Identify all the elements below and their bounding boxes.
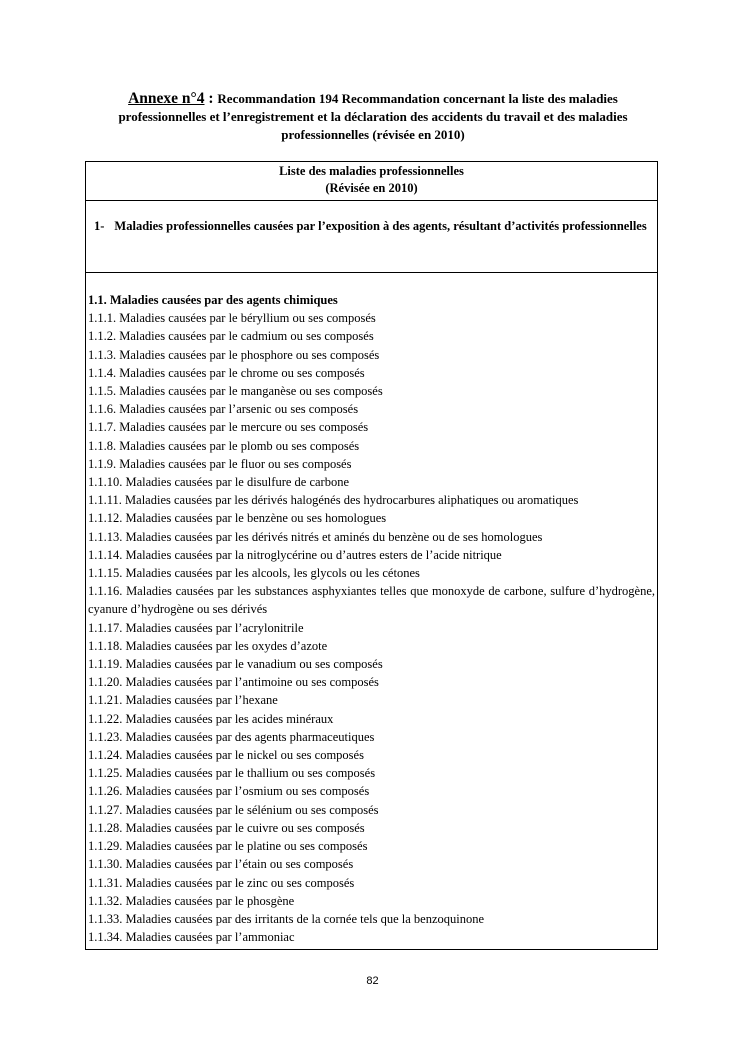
list-item: 1.1.22. Maladies causées par les acides minéraux xyxy=(88,711,334,726)
list-header-box xyxy=(85,161,658,201)
section-title: Maladies professionnelles causées par l’exposition à des agents, résultant d’activités professionnelles xyxy=(114,219,647,233)
list-item: 1.1.31. Maladies causées par le zinc ou ses composés xyxy=(88,875,355,890)
annex-label: Annexe n°4 xyxy=(128,90,205,107)
list-item: 1.1.4. Maladies causées par le chrome ou ses composés xyxy=(88,365,365,380)
list-item: 1.1.29. Maladies causées par le platine ou ses composés xyxy=(88,839,368,854)
list-revision: (Révisée en 2010) xyxy=(325,181,418,195)
list-item: 1.1.20. Maladies causées par l’antimoine ou ses composés xyxy=(88,675,379,690)
list-item: 1.1.8. Maladies causées par le plomb ou ses composés xyxy=(88,438,360,453)
list-item: 1.1.32. Maladies causées par le phosgène xyxy=(88,893,295,908)
section-number: 1- xyxy=(94,219,105,233)
annex-separator: : xyxy=(204,90,218,107)
list-item: 1.1.33. Maladies causées par des irritants de la cornée tels que la benzoquinone xyxy=(88,911,485,926)
list-item: 1.1.7. Maladies causées par le mercure ou ses composés xyxy=(88,420,369,435)
list-item: 1.1.16. Maladies causées par les substances asphyxiantes telles que monoxyde de carbone, sulfure d’hydrogène, cyanure d’hydrogène ou ses dérivés xyxy=(88,584,655,617)
list-item: 1.1.28. Maladies causées par le cuivre ou ses composés xyxy=(88,820,365,835)
list-item: 1.1.30. Maladies causées par l’étain ou ses composés xyxy=(88,857,354,872)
list-item: 1.1.5. Maladies causées par le manganèse ou ses composés xyxy=(88,384,383,399)
list-item: 1.1.9. Maladies causées par le fluor ou ses composés xyxy=(88,456,352,471)
list-item: 1.1.12. Maladies causées par le benzène ou ses homologues xyxy=(88,511,387,526)
list-item: 1.1.19. Maladies causées par le vanadium ou ses composés xyxy=(88,657,383,672)
list-item: 1.1.10. Maladies causées par le disulfure de carbone xyxy=(88,475,350,490)
list-item: 1.1.14. Maladies causées par la nitroglycérine ou d’autres esters de l’acide nitrique xyxy=(88,547,502,562)
annex-heading xyxy=(86,90,660,144)
list-item: 1.1.24. Maladies causées par le nickel ou ses composés xyxy=(88,748,364,763)
list-item: 1.1.17. Maladies causées par l’acrylonitrile xyxy=(88,620,304,635)
list-item: 1.1.18. Maladies causées par les oxydes d’azote xyxy=(88,638,328,653)
list-item: 1.1.3. Maladies causées par le phosphore ou ses composés xyxy=(88,347,380,362)
annex-title: Recommandation 194 Recommandation concernant la liste des maladies professionnelles et l’enregistrement et la déclaration des accidents du travail et des maladies professionnelles (révisée en 2010) xyxy=(118,91,628,142)
list-item: 1.1.23. Maladies causées par des agents pharmaceutiques xyxy=(88,729,375,744)
list-item: 1.1.15. Maladies causées par les alcools, les glycols ou les cétones xyxy=(88,566,420,581)
section-box xyxy=(85,201,658,273)
list-item: 1.1.6. Maladies causées par l’arsenic ou ses composés xyxy=(88,402,359,417)
list-item: 1.1.27. Maladies causées par le sélénium ou ses composés xyxy=(88,802,379,817)
items-box xyxy=(85,273,658,950)
list-title: Liste des maladies professionnelles xyxy=(279,164,464,178)
list-item: 1.1.13. Maladies causées par les dérivés nitrés et aminés du benzène ou de ses homologues xyxy=(88,529,543,544)
subsection-title: 1.1. Maladies causées par des agents chimiques xyxy=(88,293,338,307)
list-item: 1.1.1. Maladies causées par le béryllium ou ses composés xyxy=(88,311,376,326)
list-item: 1.1.21. Maladies causées par l’hexane xyxy=(88,693,278,708)
list-item: 1.1.34. Maladies causées par l’ammoniac xyxy=(88,930,295,945)
list-item: 1.1.2. Maladies causées par le cadmium ou ses composés xyxy=(88,329,374,344)
list-item: 1.1.25. Maladies causées par le thallium ou ses composés xyxy=(88,766,376,781)
disease-list xyxy=(88,309,655,946)
page-number: 82 xyxy=(366,975,379,987)
list-item: 1.1.11. Maladies causées par les dérivés halogénés des hydrocarbures aliphatiques ou aromatiques xyxy=(88,493,579,508)
list-item: 1.1.26. Maladies causées par l’osmium ou ses composés xyxy=(88,784,370,799)
